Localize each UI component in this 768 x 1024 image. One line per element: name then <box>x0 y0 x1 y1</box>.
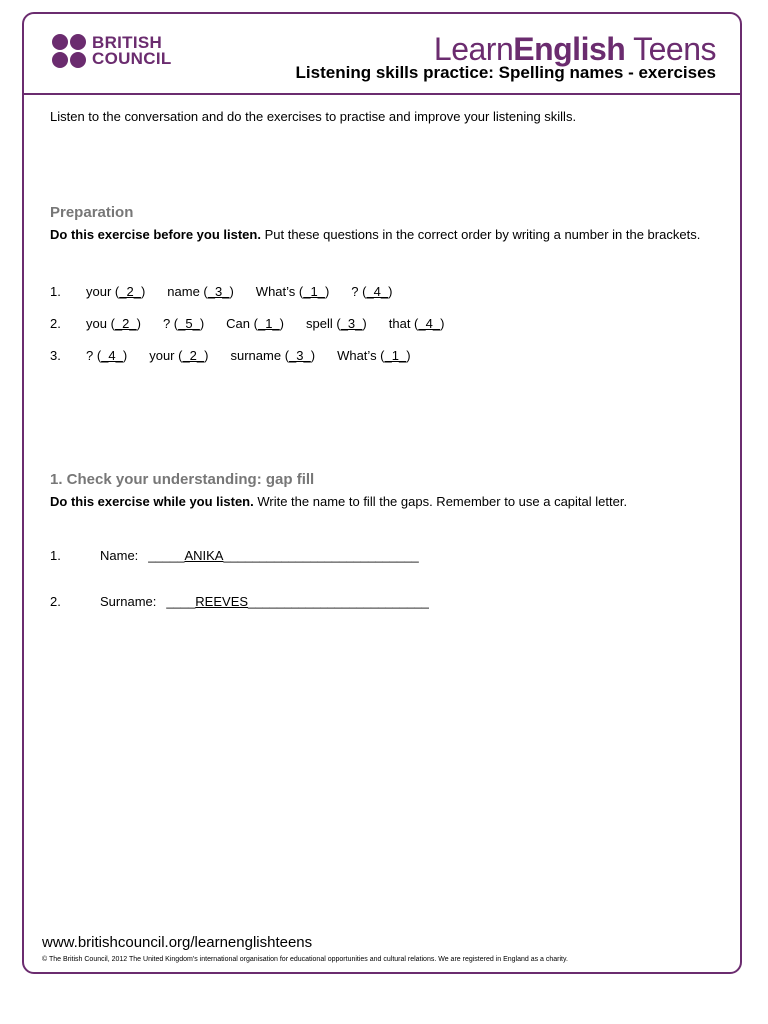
word-order-item <box>389 316 445 331</box>
preparation-instruction-bold: Do this exercise before you listen. <box>50 227 261 242</box>
bracket-close: ) <box>362 316 367 331</box>
gapfill-blank-post: _________________________ <box>248 594 429 609</box>
order-answer: _1_ <box>257 316 280 331</box>
bracket-close: ) <box>122 348 128 363</box>
document-title: Listening skills practice: Spelling names - exercises <box>295 63 716 82</box>
gapfill-blank-post: ___________________________ <box>223 548 419 563</box>
gapfill-row-number: 2. <box>50 594 61 609</box>
bracket-close: ) <box>440 316 445 331</box>
order-answer: _2_ <box>182 348 205 363</box>
bracket-close: ) <box>229 284 234 299</box>
order-answer: _1_ <box>384 348 407 363</box>
word-label: ? ( <box>162 316 179 331</box>
bracket-close: ) <box>140 284 146 299</box>
word-label: What’s ( <box>337 348 385 363</box>
order-answer: _3_ <box>207 284 230 299</box>
preparation-row-number: 3. <box>50 348 61 363</box>
bracket-close: ) <box>136 316 141 331</box>
le-teens: Teens <box>625 31 716 67</box>
order-answer: _5_ <box>178 316 200 331</box>
word-label: spell ( <box>306 316 341 331</box>
word-order-item <box>86 348 127 363</box>
le-english: English <box>513 31 626 67</box>
intro-text: Listen to the conversation and do the exercises to practise and improve your listening skills. <box>50 109 577 124</box>
gapfill-row-name <box>50 548 419 563</box>
order-answer: _3_ <box>289 348 311 363</box>
bracket-close: ) <box>406 348 411 363</box>
word-order-item <box>149 348 208 363</box>
bc-logo-line1: BRITISH <box>92 33 163 52</box>
preparation-instruction-rest: Put these questions in the correct order by writing a number in the brackets. <box>260 227 701 242</box>
gapfill-answer: REEVES <box>195 594 249 609</box>
british-council-logo <box>52 34 172 68</box>
gapfill-blank-pre: ____ <box>166 594 196 609</box>
word-order-item <box>231 348 316 363</box>
word-label: name ( <box>167 284 208 299</box>
footer-url: www.britishcouncil.org/learnenglishteens <box>42 934 313 951</box>
order-answer: _4_ <box>366 284 389 299</box>
word-label: your ( <box>86 284 120 299</box>
gapfill-label: Name: <box>100 548 139 563</box>
word-order-item <box>337 348 410 363</box>
gapfill-row-surname <box>50 594 429 609</box>
le-learn: Learn <box>433 31 514 67</box>
word-order-item <box>256 284 329 299</box>
word-label: your ( <box>149 348 183 363</box>
bracket-close: ) <box>279 316 285 331</box>
word-label: that ( <box>388 316 419 331</box>
word-label: What’s ( <box>255 284 304 299</box>
word-order-item <box>351 284 392 299</box>
word-label: you ( <box>86 316 115 331</box>
order-answer: _4_ <box>418 316 441 331</box>
worksheet-frame <box>22 12 742 974</box>
gapfill-heading: 1. Check your understanding: gap fill <box>50 471 315 488</box>
preparation-row <box>50 284 415 299</box>
british-council-dots-icon <box>52 34 86 68</box>
gapfill-row-number: 1. <box>50 548 61 563</box>
word-order-item <box>167 284 234 299</box>
bracket-close: ) <box>310 348 316 363</box>
word-order-item <box>86 316 141 331</box>
word-label: ? ( <box>86 348 102 363</box>
preparation-instruction <box>50 226 710 243</box>
preparation-row <box>50 316 466 331</box>
bracket-close: ) <box>204 348 209 363</box>
preparation-row <box>50 348 433 363</box>
word-order-item <box>306 316 367 331</box>
word-label: ? ( <box>351 284 367 299</box>
gapfill-answer: ANIKA <box>184 548 224 563</box>
word-order-item <box>226 316 284 331</box>
footer-copyright: © The British Council, 2012 The United Kingdom’s international organisation for educational opportunities and cultural relations. We are registered in England as a charity. <box>42 956 568 963</box>
order-answer: _3_ <box>340 316 363 331</box>
word-order-item <box>86 284 145 299</box>
order-answer: _2_ <box>114 316 137 331</box>
bc-logo-line2: COUNCIL <box>92 49 172 68</box>
preparation-row-number: 2. <box>50 316 61 331</box>
gapfill-blank-pre: _____ <box>148 548 185 563</box>
bracket-close: ) <box>388 284 393 299</box>
order-answer: _1_ <box>303 284 325 299</box>
bracket-close: ) <box>199 316 205 331</box>
bracket-close: ) <box>324 284 330 299</box>
word-order-item <box>163 316 204 331</box>
order-answer: _2_ <box>119 284 141 299</box>
gapfill-instruction-rest: Write the name to fill the gaps. Remember to use a capital letter. <box>253 494 628 509</box>
order-answer: _4_ <box>101 348 123 363</box>
gapfill-instruction-bold: Do this exercise while you listen. <box>50 494 254 509</box>
gapfill-instruction <box>50 493 710 510</box>
gapfill-label: Surname: <box>100 594 157 609</box>
header-divider <box>24 93 740 95</box>
preparation-row-number: 1. <box>50 284 61 299</box>
word-label: surname ( <box>230 348 290 363</box>
word-label: Can ( <box>226 316 258 331</box>
preparation-heading: Preparation <box>50 204 134 221</box>
